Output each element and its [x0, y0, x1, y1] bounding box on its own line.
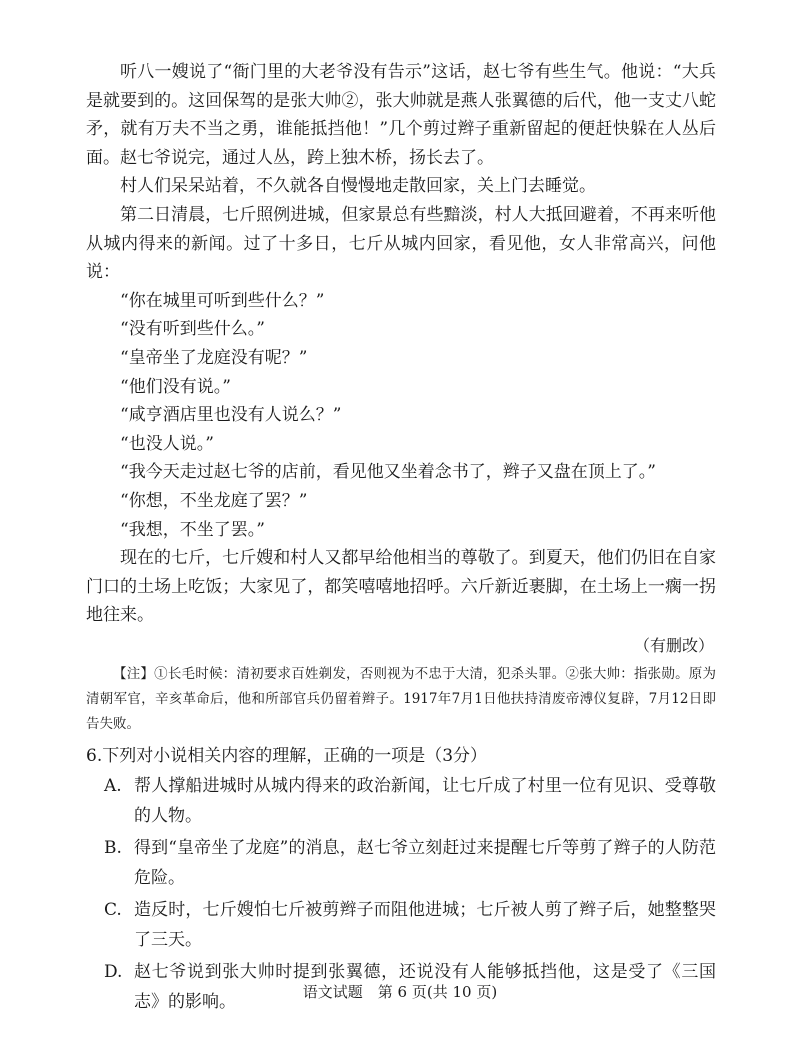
reading-passage	[86, 58, 716, 1019]
option-letter: C.	[104, 899, 122, 920]
question-6	[86, 741, 716, 1017]
option-text: 赵七爷说到张大帅时提到张翼德，还说没有人能够抵挡他，这是受了《三国志》的影响。	[134, 961, 716, 1012]
footnote: 【注】①长毛时候：清初要求百姓剃发，否则视为不忠于大清，犯杀头罪。②张大帅：指张勋。原为清朝军官，辛亥革命后，他和所部官兵仍留着辫子。1917年7月1日他扶持清废帝溥仪复辟，7月12日即告失败。	[86, 665, 716, 732]
option-letter: A.	[104, 775, 122, 796]
dialogue-line: “我今天走过赵七爷的店前，看见他又坐着念书了，辫子又盘在顶上了。”	[120, 462, 656, 483]
dialogue-line: “皇帝坐了龙庭没有呢？”	[120, 347, 308, 368]
option-a	[104, 771, 716, 831]
passage-paragraph: 村人们呆呆站着，不久就各自慢慢地走散回家，关上门去睡觉。	[120, 176, 596, 197]
dialogue-line: “你在城里可听到些什么？”	[120, 290, 325, 311]
passage-paragraph: 现在的七斤，七斤嫂和村人又都早给他相当的尊敬了。到夏天，他们仍旧在自家门口的土场上吃饭；大家见了，都笑嘻嘻地招呼。六斤新近裹脚，在土场上一瘸一拐地往来。	[86, 548, 716, 626]
source-note: （有删改）	[633, 635, 714, 655]
dialogue-line: “他们没有说。”	[120, 376, 231, 397]
dialogue-line: “没有听到些什么。”	[120, 319, 265, 340]
passage-paragraph: 听八一嫂说了“衙门里的大老爷没有告示”这话，赵七爷有些生气。他说：“大兵是就要到的。这回保驾的是张大帅②，张大帅就是燕人张翼德的后代，他一支丈八蛇矛，就有万夫不当之勇，谁能抵挡他！”几个剪过辫子重新留起的便赶快躲在人丛后面。赵七爷说完，通过人丛，跨上独木桥，扬长去了。	[86, 62, 716, 168]
dialogue-line: “也没人说。”	[120, 433, 214, 454]
dialogue-line: “你想，不坐龙庭了罢？”	[120, 490, 308, 511]
dialogue-line: “咸亨酒店里也没有人说么？”	[120, 405, 342, 426]
option-letter: D.	[104, 961, 123, 982]
option-letter: B.	[104, 837, 122, 858]
question-stem: 6.下列对小说相关内容的理解，正确的一项是（3分）	[86, 745, 488, 766]
option-text: 帮人撑船进城时从城内得来的政治新闻，让七斤成了村里一位有见识、受尊敬的人物。	[134, 775, 716, 826]
option-text: 造反时，七斤嫂怕七斤被剪辫子而阻他进城；七斤被人剪了辫子后，她整整哭了三天。	[134, 899, 716, 950]
page-footer: 语文试题 第 6 页(共 10 页)	[302, 983, 498, 1001]
option-b	[104, 833, 716, 893]
option-c	[104, 895, 716, 955]
dialogue-line: “我想，不坐了罢。”	[120, 519, 265, 540]
passage-paragraph: 第二日清晨，七斤照例进城，但家景总有些黯淡，村人大抵回避着，不再来听他从城内得来的新闻。过了十多日，七斤从城内回家，看见他，女人非常高兴，问他说：	[86, 204, 716, 283]
option-text: 得到“皇帝坐了龙庭”的消息，赵七爷立刻赶过来提醒七斤等剪了辫子的人防范危险。	[134, 837, 716, 888]
